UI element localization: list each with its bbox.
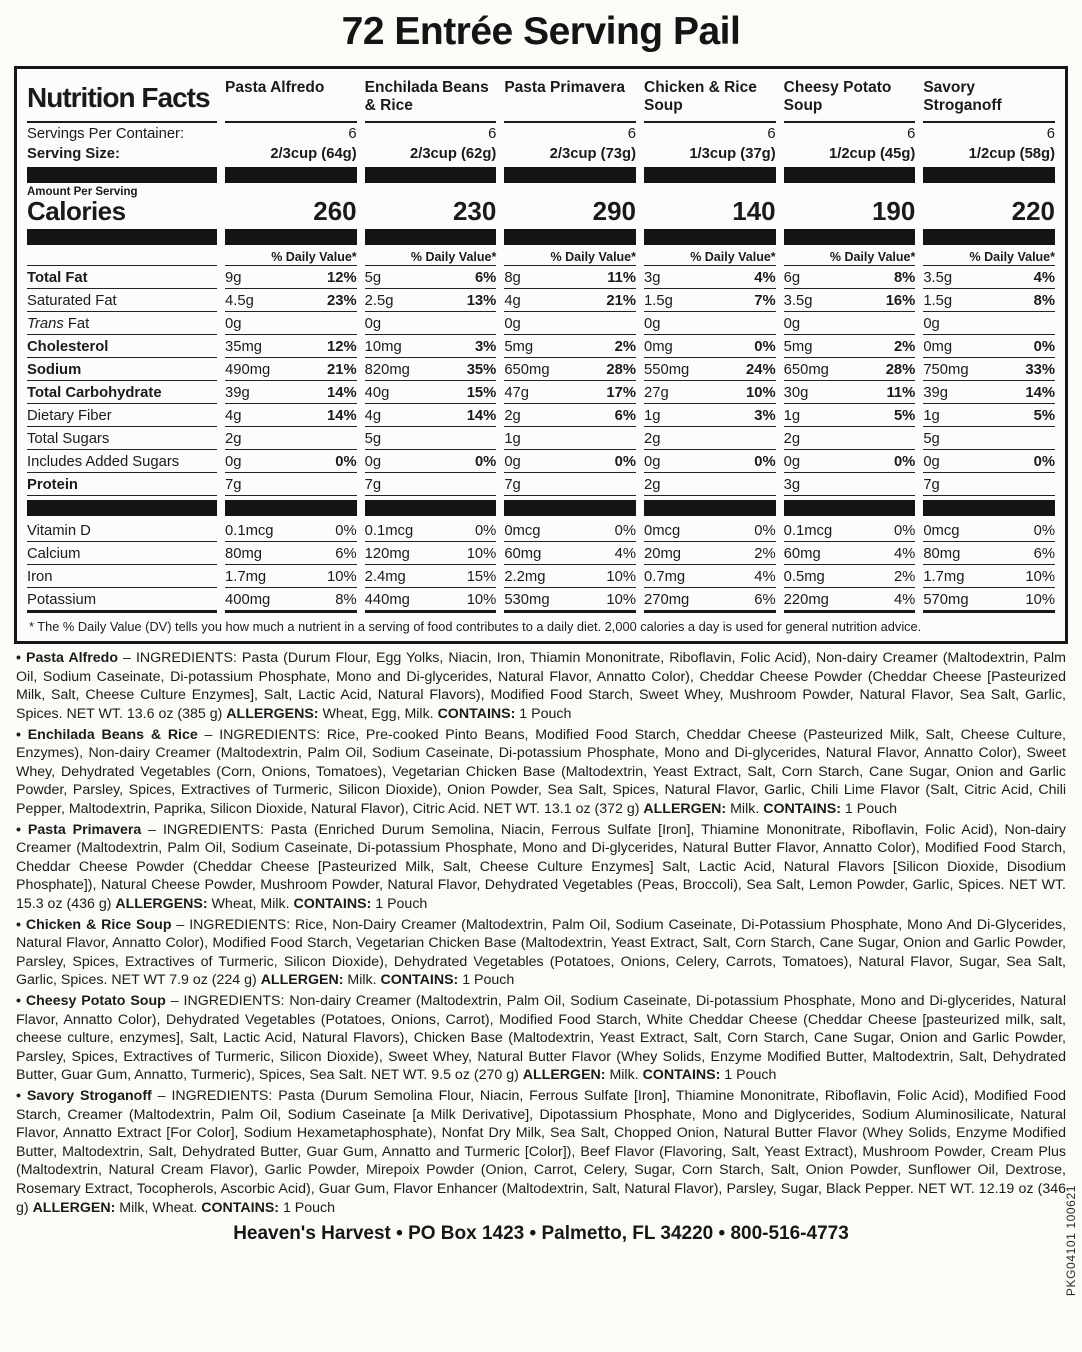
vitamin-label: Calcium — [27, 542, 217, 565]
nutrient-value: 8g 11% — [504, 266, 636, 289]
vitamin-label: Potassium — [27, 588, 217, 613]
vitamin-value: 270mg 6% — [644, 588, 776, 613]
divider-bar-row — [27, 500, 1055, 516]
ingredient-product-name: Enchilada Beans & Rice — [27, 726, 205, 743]
calories-value: 230 — [452, 196, 497, 226]
ingredient-paragraph: • Cheesy Potato Soup – INGREDIENTS: Non-dairy Creamer (Maltodextrin, Palm Oil, Sodium Caseinate, Di-potassium Phosphate, Mono and Di-glycerides, Natural Flavor, Annatto Color), Dehydrated Vegetables (Potatoes, Onions, Carrot), Modified Food Starch, White Cheddar Cheese (Cheddar Cheese [pasteurized milk, salt, cheese culture, enzymes], Salt, Lactic Acid, Natural Flavors), Chicken Base (Maltodextrin, Yeast Extract, Salt, Corn Starch, Cane Sugar, Onion and Garlic Powder, Parsley, Spices, Extractives of Turmeric, Silicon Dioxide), Sweet Whey, Natural Butter Flavor (Whey Solids, Enzyme Modified Butter, Maltodextrin, Salt, Dehydrated Butter, Guar Gum, Annatto, Turmeric), Spices, Sea Salt. NET WT. 9.5 oz (270 g) ALLERGEN: Milk. CONTAINS: 1 Pouch — [16, 992, 1066, 1084]
daily-value-footnote: * The % Daily Value (DV) tells you how much a nutrient in a serving of food contributes to a daily diet. 2,000 calories a day is used for general nutrition advice. — [29, 619, 922, 635]
brand-title: Nutrition Facts — [27, 77, 217, 123]
divider-bar — [923, 500, 1055, 516]
nutrient-value: 3g — [784, 473, 916, 496]
servings-label: Servings Per Container: — [27, 126, 185, 142]
nutrient-value: 0g 0% — [504, 450, 636, 473]
serving-size-row — [27, 143, 1055, 163]
manufacturer-line: Heaven's Harvest • PO Box 1423 • Palmetto, FL 34220 • 800-516-4773 — [233, 1223, 849, 1245]
divider-bar — [27, 167, 217, 183]
ingredient-paragraph: • Enchilada Beans & Rice – INGREDIENTS: Rice, Pre-cooked Pinto Beans, Modified Food Starch, Cheddar Cheese (Pasteurized Milk, Salt, Cheese Culture, Enzymes), Non-dairy Creamer (Maltodextrin, Palm Oil, Sodium Caseinate, Di-potassium Phosphate, Mono and Di-glycerides, Natural Flavor, Annatto Color), Sweet Whey, Dehydrated Vegetables (Corn, Onions, Tomatoes), Vegetarian Chicken Base (Maltodextrin, Yeast Extract, Salt, Corn Starch, Cane Sugar, Onion and Garlic Powder, Parsley, Spices, Extractives of Turmeric, Silicon Dioxide), Onion Powder, Sea Salt, Spices, Natural Flavor, Garlic, Chili Lime Flavor (Salt, Citric Acid, Chili Pepper, Maltodextrin, Paprika, Silicon Dioxide, Natural Flavor), Citric Acid. NET WT. 13.1 oz (372 g) ALLERGEN: Milk. CONTAINS: 1 Pouch — [16, 726, 1066, 818]
servings-value: 6 — [907, 126, 916, 142]
nutrient-value: 0g — [225, 312, 357, 335]
nutrient-label: Cholesterol — [27, 335, 217, 358]
servings-value: 6 — [488, 126, 497, 142]
vitamin-value: 2.2mg 10% — [504, 565, 636, 588]
serving-size-value: 1/3cup (37g) — [689, 146, 776, 162]
vitamin-value: 2.4mg 15% — [365, 565, 497, 588]
vitamin-value: 1.7mg 10% — [923, 565, 1055, 588]
nutrient-label: Sodium — [27, 358, 217, 381]
divider-bar — [504, 229, 636, 245]
nutrient-value: 1g — [504, 427, 636, 450]
vitamin-value: 60mg 4% — [784, 542, 916, 565]
divider-bar — [225, 229, 357, 245]
servings-value: 6 — [767, 126, 776, 142]
divider-bar — [923, 167, 1055, 183]
nutrient-value: 0g 0% — [923, 450, 1055, 473]
serving-size-value: 1/2cup (58g) — [968, 146, 1055, 162]
daily-value-header: % Daily Value* — [923, 248, 1055, 266]
vitamin-value: 120mg 10% — [365, 542, 497, 565]
vitamin-row — [27, 565, 1055, 588]
nutrient-row — [27, 427, 1055, 450]
divider-bar — [784, 167, 916, 183]
package-code: PKG04101 100621 — [1064, 1185, 1078, 1297]
vitamin-value: 0.1mcg 0% — [365, 519, 497, 542]
nutrient-value: 2g — [225, 427, 357, 450]
nutrient-row — [27, 289, 1055, 312]
vitamin-value: 0mcg 0% — [923, 519, 1055, 542]
vitamin-label: Iron — [27, 565, 217, 588]
vitamin-row — [27, 542, 1055, 565]
vitamin-value: 0.5mg 2% — [784, 565, 916, 588]
ingredient-product-name: Chicken & Rice Soup — [25, 916, 177, 933]
nutrient-value: 0g — [784, 312, 916, 335]
ingredient-paragraph: • Savory Stroganoff – INGREDIENTS: Pasta (Durum Semolina Flour, Niacin, Ferrous Sulfate [Iron], Thiamine Mononitrate, Riboflavin, Folic Acid), Modified Food Starch, Creamer (Maltodextrin, Palm Oil, Sodium Caseinate [a Milk Derivative], Dipotassium Phosphate, Mono and Diglycerides, Sodium Aluminosilicate, Natural Flavor, Annatto Extract [For Color], Sodium Hexametaphosphate), Nonfat Dry Milk, Sea Salt, Chopped Onion, Natural Butter Flavor (Whey Solids, Enzyme Modified Butter, Maltodextrin, Salt, Dehydrated Butter, Guar Gum, Annatto and Turmeric [Color]), Beef Flavor (Flavoring, Salt, Yeast Extract), Mushroom Powder, Cream Plus (Maltodextrin, Natural Cream Flavor), Garlic Powder, Mirepoix Powder (Onion, Carrot, Celery, Sugar, Corn Starch, Salt, Onion Powder, Sunflower Oil, Dextrose, Rosemary Extract, Tocopherols, Ascorbic Acid), Guar Gum, Flavor Enhancer (Maltodextrin, Salt, Natural Flavor), Parsley, Sugar, Black Pepper. NET WT. 12.19 oz (346 g) ALLERGEN: Milk, Wheat. CONTAINS: 1 Pouch — [16, 1087, 1066, 1216]
nutrient-value: 5mg 2% — [784, 335, 916, 358]
nutrient-row — [27, 358, 1055, 381]
nutrient-value: 5g 6% — [365, 266, 497, 289]
nutrient-value: 0g — [644, 312, 776, 335]
vitamin-value: 0mcg 0% — [644, 519, 776, 542]
nutrient-value: 27g 10% — [644, 381, 776, 404]
nutrient-value: 5g — [923, 427, 1055, 450]
nutrient-label: Trans Fat — [27, 312, 217, 335]
nutrient-value: 3g 4% — [644, 266, 776, 289]
vitamin-value: 530mg 10% — [504, 588, 636, 613]
divider-bar-row — [27, 167, 1055, 183]
nutrient-value: 1g 5% — [784, 404, 916, 427]
nutrient-value: 1g 3% — [644, 404, 776, 427]
vitamin-value: 0.1mcg 0% — [784, 519, 916, 542]
divider-bar — [365, 500, 497, 516]
nutrient-value: 39g 14% — [225, 381, 357, 404]
vitamin-value: 440mg 10% — [365, 588, 497, 613]
divider-bar — [27, 229, 217, 245]
serving-size-value: 2/3cup (64g) — [270, 146, 357, 162]
vitamin-value: 400mg 8% — [225, 588, 357, 613]
nutrient-row — [27, 450, 1055, 473]
daily-value-header: % Daily Value* — [504, 248, 636, 266]
vitamin-value: 80mg 6% — [225, 542, 357, 565]
vitamin-value: 60mg 4% — [504, 542, 636, 565]
vitamin-value: 1.7mg 10% — [225, 565, 357, 588]
nutrient-value: 2g 6% — [504, 404, 636, 427]
divider-bar — [504, 500, 636, 516]
nutrition-facts-grid — [27, 77, 1055, 636]
nutrient-row — [27, 312, 1055, 335]
nutrient-value: 0g 0% — [225, 450, 357, 473]
nutrient-value: 2g — [644, 427, 776, 450]
serving-size-label: Serving Size: — [27, 146, 120, 162]
nutrient-label: Total Sugars — [27, 427, 217, 450]
nutrient-value: 35mg 12% — [225, 335, 357, 358]
nutrient-value: 7g — [923, 473, 1055, 496]
divider-bar — [365, 229, 497, 245]
nutrient-value: 30g 11% — [784, 381, 916, 404]
serving-size-value: 2/3cup (73g) — [549, 146, 636, 162]
divider-bar — [644, 500, 776, 516]
calories-label: Amount Per Serving Calories — [27, 186, 138, 226]
vitamin-value: 0mcg 0% — [504, 519, 636, 542]
ingredients-section — [16, 649, 1066, 1217]
nutrient-label: Protein — [27, 473, 217, 496]
serving-size-value: 2/3cup (62g) — [409, 146, 497, 162]
nutrient-value: 39g 14% — [923, 381, 1055, 404]
product-name: Pasta Alfredo — [225, 77, 357, 123]
daily-value-header: % Daily Value* — [784, 248, 916, 266]
nutrient-value: 0g 0% — [365, 450, 497, 473]
nutrient-row — [27, 473, 1055, 496]
nutrient-value: 1.5g 8% — [923, 289, 1055, 312]
nutrient-value: 4.5g 23% — [225, 289, 357, 312]
ingredient-product-name: Cheesy Potato Soup — [25, 992, 171, 1009]
nutrient-value: 3.5g 4% — [923, 266, 1055, 289]
servings-value: 6 — [1046, 126, 1055, 142]
vitamin-label: Vitamin D — [27, 519, 217, 542]
nutrient-value: 490mg 21% — [225, 358, 357, 381]
ingredient-paragraph: • Pasta Primavera – INGREDIENTS: Pasta (Enriched Durum Semolina, Niacin, Ferrous Sulfate [Iron], Thiamine Mononitrate, Riboflavin, Folic Acid), Non-dairy Creamer (Maltodextrin, Palm Oil, Sodium Caseinate, Di-potassium Phosphate, Mono and Di-glycerides, Natural Butter Flavor, Annatto Color), Modified Food Starch, Cheddar Cheese Powder (Cheddar Cheese [Pasteurized Milk, Salt, Cheese Culture Enzymes] Salt, Lactic Acid, Natural Flavors [Silicon Dioxide, Disodium Phosphate]), Natural Cheese Powder, Mushroom Powder, Natural Flavor, Dehydrated Vegetables (Peas, Broccoli), Sea Salt, Lemon Powder, Garlic, Spices. NET WT. 15.3 oz (436 g) ALLERGENS: Wheat, Milk. CONTAINS: 1 Pouch — [16, 821, 1066, 913]
servings-value: 6 — [627, 126, 636, 142]
nutrient-value: 820mg 35% — [365, 358, 497, 381]
calories-value: 290 — [592, 196, 636, 226]
divider-bar — [504, 167, 636, 183]
nutrient-value: 2g — [784, 427, 916, 450]
nutrient-row — [27, 404, 1055, 427]
nutrient-value: 7g — [365, 473, 497, 496]
divider-bar — [923, 229, 1055, 245]
nutrient-value: 0mg 0% — [644, 335, 776, 358]
ingredient-paragraph: • Pasta Alfredo – INGREDIENTS: Pasta (Durum Flour, Egg Yolks, Niacin, Iron, Thiamin Mononitrate, Riboflavin, Folic Acid), Non-dairy Creamer (Maltodextrin, Palm Oil, Sodium Caseinate, Di-potassium Phosphate, Mono and Di-glycerides, Natural Flavor, Annatto Color), Cheddar Cheese Powder (Cheddar Cheese [Pasteurized Milk, Salt, Cheese Culture Enzymes], Salt, Lactic Acid, Natural Flavors), Modified Food Starch, Sweet Whey, Mushroom Powder, Natural Flavor, Sea Salt, Garlic, Spices. NET WT. 13.6 oz (385 g) ALLERGENS: Wheat, Egg, Milk. CONTAINS: 1 Pouch — [16, 650, 1066, 723]
nutrient-value: 2.5g 13% — [365, 289, 497, 312]
ingredient-paragraph: • Chicken & Rice Soup – INGREDIENTS: Rice, Non-Dairy Creamer (Maltodextrin, Palm Oil, Sodium Caseinate, Di-Potassium Phosphate, Mono And Di-Glycerides, Natural Flavor, Annatto Color), Modified Food Starch, Vegetarian Chicken Base (Maltodextrin, Yeast Extract, Salt, Corn Starch, Cane Sugar, Onion and Garlic Powder, Parsley, Spices, Extractives of Turmeric, Silicon Dioxide), Dehydrated Vegetables (Potatoes, Onions, Celery, Carrots, Tomatoes), Natural Flavor, Sugar, Sea Salt, Garlic, Spices. NET WT 7.9 oz (224 g) ALLERGEN: Milk. CONTAINS: 1 Pouch — [16, 916, 1067, 989]
page-title: 72 Entrée Serving Pail — [341, 10, 741, 53]
nutrient-value: 750mg 33% — [923, 358, 1055, 381]
ingredient-product-name: Pasta Alfredo — [26, 650, 124, 667]
nutrient-value: 550mg 24% — [644, 358, 776, 381]
vitamin-value: 0.7mg 4% — [644, 565, 776, 588]
calories-value: 220 — [1011, 196, 1055, 226]
nutrient-value: 10mg 3% — [365, 335, 497, 358]
nutrient-value: 3.5g 16% — [784, 289, 916, 312]
daily-value-header-row — [27, 248, 1055, 266]
nutrient-value: 1g 5% — [923, 404, 1055, 427]
nutrient-value: 650mg 28% — [504, 358, 636, 381]
vitamin-row — [27, 588, 1055, 613]
product-name: Pasta Primavera — [504, 77, 636, 123]
calories-value: 140 — [732, 196, 776, 226]
servings-value: 6 — [348, 126, 357, 142]
nutrient-value: 0g — [504, 312, 636, 335]
vitamin-value: 20mg 2% — [644, 542, 776, 565]
nutrient-value: 7g — [225, 473, 357, 496]
nutrient-row — [27, 266, 1055, 289]
nutrient-value: 5mg 2% — [504, 335, 636, 358]
nutrient-value: 4g 14% — [365, 404, 497, 427]
nutrient-value: 0g 0% — [644, 450, 776, 473]
divider-bar — [27, 500, 217, 516]
nf-header-row — [27, 77, 1055, 123]
divider-bar — [365, 167, 497, 183]
nutrient-value: 47g 17% — [504, 381, 636, 404]
nutrient-value: 4g 21% — [504, 289, 636, 312]
serving-size-value: 1/2cup (45g) — [828, 146, 916, 162]
divider-bar — [644, 167, 776, 183]
divider-bar — [784, 229, 916, 245]
nutrient-value: 2g — [644, 473, 776, 496]
nutrient-label: Dietary Fiber — [27, 404, 217, 427]
nutrient-value: 9g 12% — [225, 266, 357, 289]
nutrient-value: 7g — [504, 473, 636, 496]
nutrient-value: 0g — [923, 312, 1055, 335]
nutrient-value: 650mg 28% — [784, 358, 916, 381]
dv-header-spacer — [27, 248, 217, 266]
vitamin-value: 570mg 10% — [923, 588, 1055, 613]
nutrient-label: Includes Added Sugars — [27, 450, 217, 473]
calories-value: 260 — [313, 196, 357, 226]
nutrient-value: 0mg 0% — [923, 335, 1055, 358]
product-name: Cheesy Potato Soup — [784, 77, 916, 123]
vitamin-row — [27, 519, 1055, 542]
nutrient-value: 5g — [365, 427, 497, 450]
calories-row — [27, 186, 1055, 225]
nutrient-value: 1.5g 7% — [644, 289, 776, 312]
nutrient-value: 4g 14% — [225, 404, 357, 427]
nutrient-label: Saturated Fat — [27, 289, 217, 312]
ingredient-product-name: Pasta Primavera — [27, 821, 149, 838]
nutrient-value: 0g — [365, 312, 497, 335]
nutrient-row — [27, 335, 1055, 358]
product-name: Enchilada Beans & Rice — [365, 77, 497, 123]
daily-value-header: % Daily Value* — [644, 248, 776, 266]
vitamin-value: 80mg 6% — [923, 542, 1055, 565]
divider-bar-row — [27, 229, 1055, 245]
servings-row — [27, 123, 1055, 143]
nutrient-label: Total Fat — [27, 266, 217, 289]
vitamin-value: 220mg 4% — [784, 588, 916, 613]
calories-value: 190 — [871, 196, 916, 226]
nutrient-value: 40g 15% — [365, 381, 497, 404]
daily-value-header: % Daily Value* — [365, 248, 497, 266]
nutrition-facts-table — [14, 66, 1068, 644]
divider-bar — [225, 500, 357, 516]
daily-value-header: % Daily Value* — [225, 248, 357, 266]
divider-bar — [784, 500, 916, 516]
product-name: Savory Stroganoff — [923, 77, 1055, 123]
divider-bar — [644, 229, 776, 245]
nutrient-value: 0g 0% — [784, 450, 916, 473]
nutrient-row — [27, 381, 1055, 404]
vitamin-value: 0.1mcg 0% — [225, 519, 357, 542]
divider-bar — [225, 167, 357, 183]
product-name: Chicken & Rice Soup — [644, 77, 776, 123]
nutrient-label: Total Carbohydrate — [27, 381, 217, 404]
nutrient-value: 6g 8% — [784, 266, 916, 289]
ingredient-product-name: Savory Stroganoff — [26, 1087, 158, 1104]
